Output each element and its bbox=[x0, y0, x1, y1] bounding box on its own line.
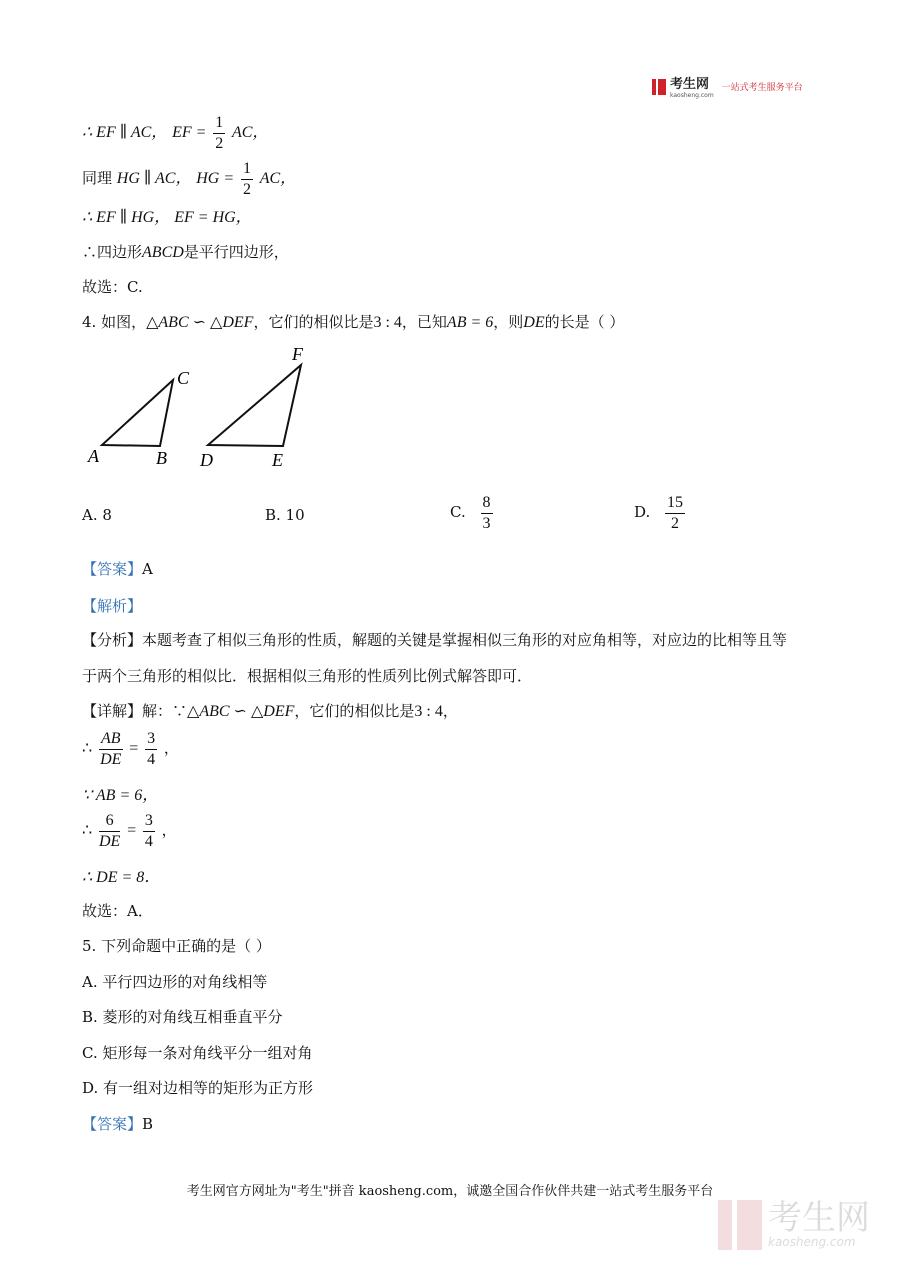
watermark-text: 考生网 kaosheng.com bbox=[768, 1198, 870, 1249]
q4-option-b: B. 10 bbox=[265, 506, 305, 524]
label-b: B bbox=[156, 448, 167, 468]
q4-detail-line-3: ∵ AB = 6， bbox=[82, 787, 159, 804]
answer-tag: 【答案】 bbox=[82, 560, 143, 578]
prev-half-fraction-2: $\frac{1}{2}$ bbox=[242, 160, 251, 198]
header-logo bbox=[652, 74, 803, 99]
q4-option-d: D. $\frac{15}{2}$ bbox=[634, 494, 684, 532]
triangle-def bbox=[208, 365, 301, 446]
q5-option-d: D. 有一组对边相等的矩形为正方形 bbox=[82, 1079, 314, 1097]
q4-fenxi-line-1: 【分析】本题考查了相似三角形的性质，解题的关键是掌握相似三角形的对应角相等，对应边的比相等且等 bbox=[82, 631, 788, 649]
q4-detail-line-1: 【详解】解：∵△ABC ∽ △DEF，它们的相似比是3 : 4， bbox=[82, 702, 458, 720]
logo-domain: kaosheng.com bbox=[670, 92, 714, 99]
q4-detail-line-6: 故选：A． bbox=[82, 902, 153, 920]
xiangjie-tag: 【详解】 bbox=[82, 702, 143, 720]
answer-value: B bbox=[142, 1115, 154, 1133]
q5-option-c: C. 矩形每一条对角线平分一组对角 bbox=[82, 1044, 313, 1062]
triangle-abc bbox=[102, 380, 173, 446]
prev-tongli: 同理 bbox=[82, 169, 113, 188]
logo-text bbox=[670, 74, 714, 99]
prev-hg-parallel: HG ∥ AC， bbox=[116, 170, 192, 188]
q5-option-b: B. 菱形的对角线互相垂直平分 bbox=[82, 1008, 283, 1026]
watermark bbox=[718, 1200, 870, 1250]
q4-detail-line-2: ∴ $\frac{AB}{DE}$ = $\frac{3}{4}$ ， bbox=[82, 730, 179, 768]
three-over-four-fraction-2: $\frac{3}{4}$ bbox=[144, 812, 153, 850]
prev-line-2 bbox=[82, 160, 296, 198]
q4-fenxi-line-2: 于两个三角形的相似比．根据相似三角形的性质列比例式解答即可． bbox=[82, 667, 533, 685]
six-over-de-fraction: $\frac{6}{DE}$ bbox=[98, 812, 121, 850]
prev-line-3: ∴ EF ∥ HG， EF = HG， bbox=[82, 209, 252, 226]
ab-over-de-fraction: $\frac{AB}{DE}$ bbox=[100, 730, 122, 768]
prev-ac-1: AC， bbox=[231, 124, 269, 142]
label-e: E bbox=[272, 450, 283, 470]
q4-option-c: C. $\frac{8}{3}$ bbox=[450, 494, 491, 532]
answer-tag: 【答案】 bbox=[82, 1115, 143, 1133]
prev-hg-eq: HG = bbox=[196, 170, 235, 188]
three-over-four-fraction-1: $\frac{3}{4}$ bbox=[147, 730, 156, 768]
footer-text: 考生网官方网址为"考生"拼音 kaosheng.com，诚邀全国合作伙伴共建一站式考生服务平台 bbox=[186, 1184, 714, 1199]
label-c: C bbox=[177, 368, 190, 388]
q4-detail-line-4: ∴ $\frac{6}{DE}$ = $\frac{3}{4}$ ， bbox=[82, 812, 177, 850]
prev-half-fraction-1: $\frac{1}{2}$ bbox=[215, 114, 224, 152]
prev-line-5: 故选：C. bbox=[82, 278, 143, 296]
label-f: F bbox=[292, 344, 303, 364]
logo-name: 考生网 bbox=[670, 77, 710, 92]
q4-stem: 4. 如图，△ABC ∽ △DEF，它们的相似比是3 : 4，已知AB = 6，则DE的长是（ ） bbox=[82, 313, 625, 331]
watermark-logo-icon bbox=[718, 1200, 762, 1250]
q5-answer bbox=[82, 1113, 153, 1134]
q4-detail-line-5: ∴ DE = 8． bbox=[82, 869, 161, 886]
prev-ef-parallel: ∴ EF ∥ AC， bbox=[82, 124, 168, 142]
option-d-fraction: $\frac{15}{2}$ bbox=[667, 494, 684, 532]
answer-value: A bbox=[142, 560, 153, 578]
q4-answer bbox=[82, 558, 153, 579]
label-d: D bbox=[200, 450, 213, 470]
q4-option-a: A. 8 bbox=[82, 506, 112, 524]
analysis-tag: 【解析】 bbox=[82, 597, 143, 615]
label-a: A bbox=[88, 446, 99, 466]
logo-mark-icon bbox=[652, 79, 666, 95]
prev-ac-2: AC， bbox=[259, 170, 297, 188]
prev-ef-eq: EF = bbox=[172, 124, 207, 142]
q5-option-a: A. 平行四边形的对角线相等 bbox=[82, 973, 268, 991]
fenxi-tag: 【分析】 bbox=[82, 631, 143, 649]
q4-triangle-figure bbox=[80, 338, 340, 478]
option-c-fraction: $\frac{8}{3}$ bbox=[482, 494, 491, 532]
prev-line-1 bbox=[82, 114, 268, 152]
q5-stem: 5. 下列命题中正确的是（ ） bbox=[82, 937, 271, 955]
logo-slogan: 一站式考生服务平台 bbox=[721, 83, 803, 93]
prev-line-4: ∴四边形ABCD是平行四边形， bbox=[82, 243, 289, 261]
